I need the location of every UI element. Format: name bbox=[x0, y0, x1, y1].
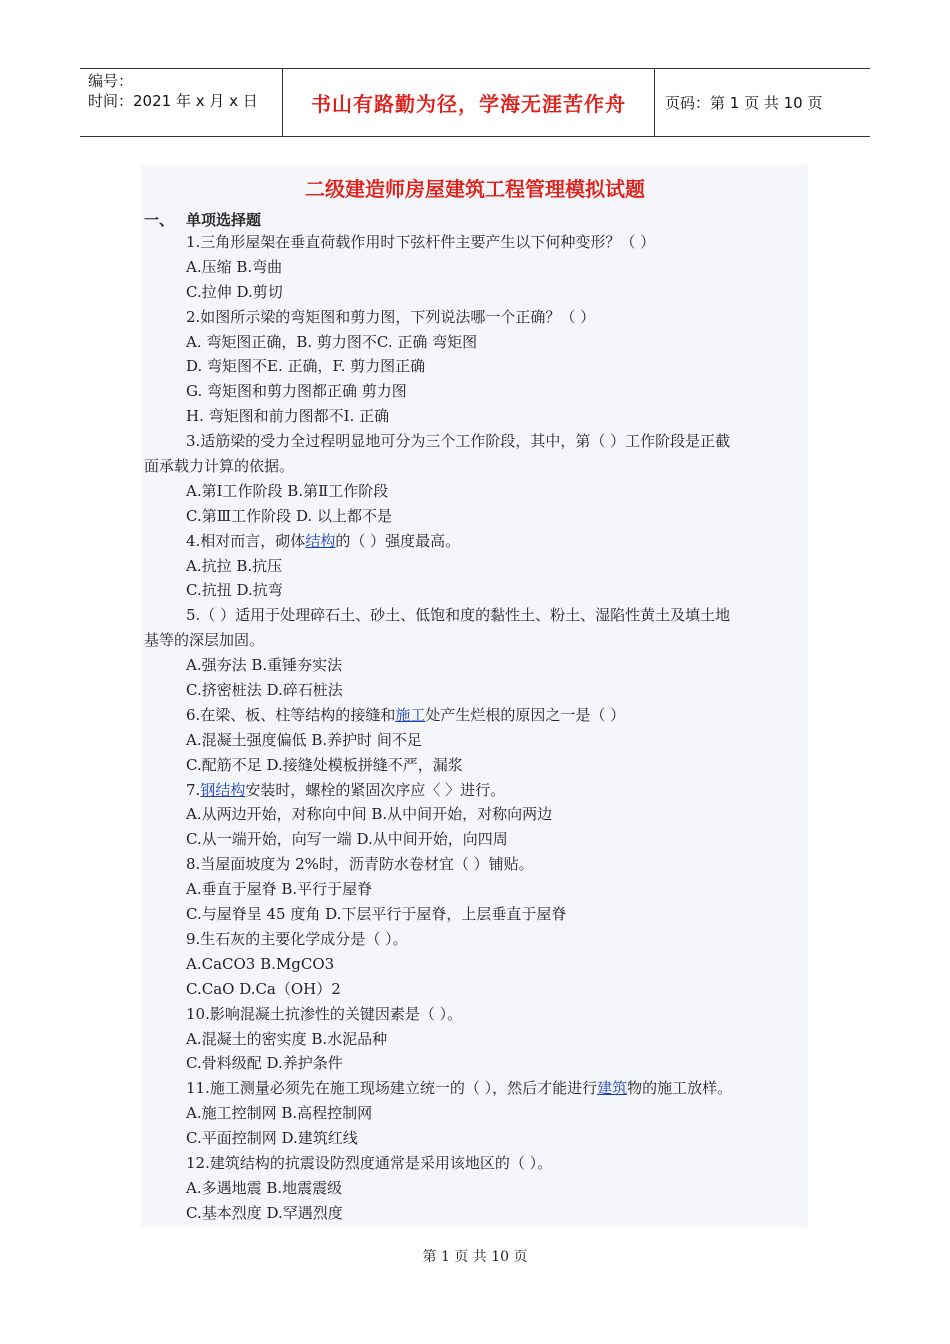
text-line bbox=[142, 1101, 808, 1126]
text-line bbox=[142, 429, 808, 454]
line-text: A.压缩 B.弯曲 bbox=[186, 257, 283, 276]
line-text: C.从一端开始，向写一端 D.从中间开始，向四周 bbox=[186, 830, 508, 849]
line-text: C.与屋脊呈 45 度角 D.下层平行于屋脊，上层垂直于屋脊 bbox=[186, 905, 567, 924]
line-text: A.从两边开始，对称向中间 B.从中间开始，对称向两边 bbox=[186, 805, 553, 824]
line-text: C.拉伸 D.剪切 bbox=[186, 282, 283, 301]
line-text: A. 弯矩图正确，B. 剪力图不C. 正确 弯矩图 bbox=[186, 332, 478, 351]
text-line bbox=[142, 1027, 808, 1052]
line-text: 10.影响混凝土抗渗性的关键因素是（ ）。 bbox=[186, 1004, 463, 1023]
text-line bbox=[142, 977, 808, 1002]
document-title: 二级建造师房屋建筑工程管理模拟试题 bbox=[305, 177, 645, 201]
line-text: 基等的深层加固。 bbox=[144, 631, 265, 650]
hyperlink[interactable]: 结构 bbox=[305, 531, 336, 550]
line-text: 3.适筋梁的受力全过程明显地可分为三个工作阶段，其中，第（ ）工作阶段是正截 bbox=[186, 432, 731, 451]
line-text: G. 弯矩图和剪力图都正确 剪力图 bbox=[186, 382, 407, 401]
text-line bbox=[142, 1201, 808, 1226]
text-line bbox=[142, 802, 808, 827]
line-text: 6.在梁、板、柱等结构的接缝和 bbox=[186, 705, 396, 724]
text-line bbox=[142, 1176, 808, 1201]
text-line bbox=[142, 529, 808, 554]
text-line bbox=[142, 877, 808, 902]
text-line bbox=[142, 1002, 808, 1027]
line-text: C.CaO D.Ca（OH）2 bbox=[186, 979, 341, 998]
text-line bbox=[142, 404, 808, 429]
line-text: D. 弯矩图不E. 正确，F. 剪力图正确 bbox=[186, 357, 426, 376]
text-line bbox=[142, 230, 808, 255]
header-date-label: 时间：2021 年 x 月 x 日 bbox=[88, 92, 258, 110]
line-text: C.挤密桩法 D.碎石桩法 bbox=[186, 681, 343, 700]
header-motto: 书山有路勤为径，学海无涯苦作舟 bbox=[282, 69, 655, 136]
text-line bbox=[142, 354, 808, 379]
line-text: C.骨料级配 D.养护条件 bbox=[186, 1054, 343, 1073]
line-text: 物的施工放样。 bbox=[627, 1079, 733, 1098]
line-text: 12.建筑结构的抗震设防烈度通常是采用该地区的（ ）。 bbox=[186, 1153, 553, 1172]
text-line bbox=[142, 578, 808, 603]
text-line bbox=[142, 628, 808, 653]
header-meta bbox=[80, 69, 282, 136]
page-header bbox=[80, 68, 870, 137]
text-line bbox=[142, 305, 808, 330]
line-text: 11.施工测量必须先在施工现场建立统一的（ ），然后才能进行 bbox=[186, 1079, 598, 1098]
text-line bbox=[142, 703, 808, 728]
line-text: 7. bbox=[186, 780, 201, 799]
line-text: A.抗拉 B.抗压 bbox=[186, 556, 283, 575]
text-line bbox=[142, 902, 808, 927]
line-text: 2.如图所示梁的弯矩图和剪力图，下列说法哪一个正确？（ ） bbox=[186, 307, 596, 326]
line-text: C.平面控制网 D.建筑红线 bbox=[186, 1129, 358, 1148]
line-text: C.第Ⅲ工作阶段 D. 以上都不是 bbox=[186, 506, 392, 525]
text-line bbox=[142, 678, 808, 703]
text-line bbox=[142, 280, 808, 305]
line-text: H. 弯矩图和前力图都不I. 正确 bbox=[186, 407, 390, 426]
line-text: 面承载力计算的依据。 bbox=[144, 457, 295, 476]
line-text: C.基本烈度 D.罕遇烈度 bbox=[186, 1203, 343, 1222]
line-text: A.施工控制网 B.高程控制网 bbox=[186, 1104, 373, 1123]
text-line bbox=[142, 504, 808, 529]
line-text: 4.相对而言，砌体 bbox=[186, 531, 306, 550]
line-text: A.混凝土的密实度 B.水泥品种 bbox=[186, 1029, 388, 1048]
hyperlink[interactable]: 建筑 bbox=[597, 1079, 628, 1098]
header-page-info: 页码：第 1 页 共 10 页 bbox=[665, 94, 823, 112]
line-text: A.多遇地震 B.地震震级 bbox=[186, 1178, 343, 1197]
text-line bbox=[142, 778, 808, 803]
line-text: A.垂直于屋脊 B.平行于屋脊 bbox=[186, 880, 373, 899]
page-footer: 第 1 页 共 10 页 bbox=[422, 1249, 528, 1265]
section-heading bbox=[144, 209, 261, 230]
text-line bbox=[142, 454, 808, 479]
hyperlink[interactable]: 钢结构 bbox=[200, 780, 246, 799]
line-text: A.混凝土强度偏低 B.养护时 间不足 bbox=[186, 730, 422, 749]
text-line bbox=[142, 1076, 808, 1101]
text-line bbox=[142, 1126, 808, 1151]
text-line bbox=[142, 753, 808, 778]
text-line bbox=[142, 255, 808, 280]
header-code-label: 编号： bbox=[88, 72, 134, 90]
text-line bbox=[142, 653, 808, 678]
text-line bbox=[142, 554, 808, 579]
line-text: A.第Ⅰ工作阶段 B.第Ⅱ工作阶段 bbox=[186, 481, 389, 500]
text-line bbox=[142, 927, 808, 952]
hyperlink[interactable]: 施工 bbox=[395, 705, 426, 724]
line-text: A.强夯法 B.重锤夯实法 bbox=[186, 656, 343, 675]
line-text: C.配筋不足 D.接缝处模板拼缝不严，漏浆 bbox=[186, 755, 463, 774]
line-text: 处产生烂根的原因之一是（ ） bbox=[425, 705, 626, 724]
line-text: 1.三角形屋架在垂直荷载作用时下弦杆件主要产生以下何种变形？（ ） bbox=[186, 233, 656, 251]
text-line bbox=[142, 852, 808, 877]
text-line bbox=[142, 1151, 808, 1176]
text-line bbox=[142, 827, 808, 852]
section-number: 一、 bbox=[144, 211, 175, 229]
line-text: 安装时，螺栓的紧固次序应〈 〉进行。 bbox=[245, 780, 506, 799]
line-text: A.CaCO3 B.MgCO3 bbox=[186, 954, 335, 973]
text-line bbox=[142, 603, 808, 628]
line-text: C.抗扭 D.抗弯 bbox=[186, 581, 283, 600]
line-text: 5.（ ）适用于处理碎石土、砂土、低饱和度的黏性土、粉土、湿陷性黄土及填土地 bbox=[186, 606, 731, 625]
question-list bbox=[142, 230, 808, 1226]
text-line bbox=[142, 379, 808, 404]
text-line bbox=[142, 330, 808, 355]
line-text: 8.当屋面坡度为 2%时，沥青防水卷材宜（ ）铺贴。 bbox=[186, 855, 534, 874]
text-line bbox=[142, 728, 808, 753]
line-text: 9.生石灰的主要化学成分是（ ）。 bbox=[186, 929, 408, 948]
line-text: 的（ ）强度最高。 bbox=[335, 531, 461, 550]
text-line bbox=[142, 1051, 808, 1076]
text-line bbox=[142, 479, 808, 504]
text-line bbox=[142, 952, 808, 977]
document-body bbox=[142, 165, 808, 1227]
section-label: 单项选择题 bbox=[186, 211, 262, 229]
